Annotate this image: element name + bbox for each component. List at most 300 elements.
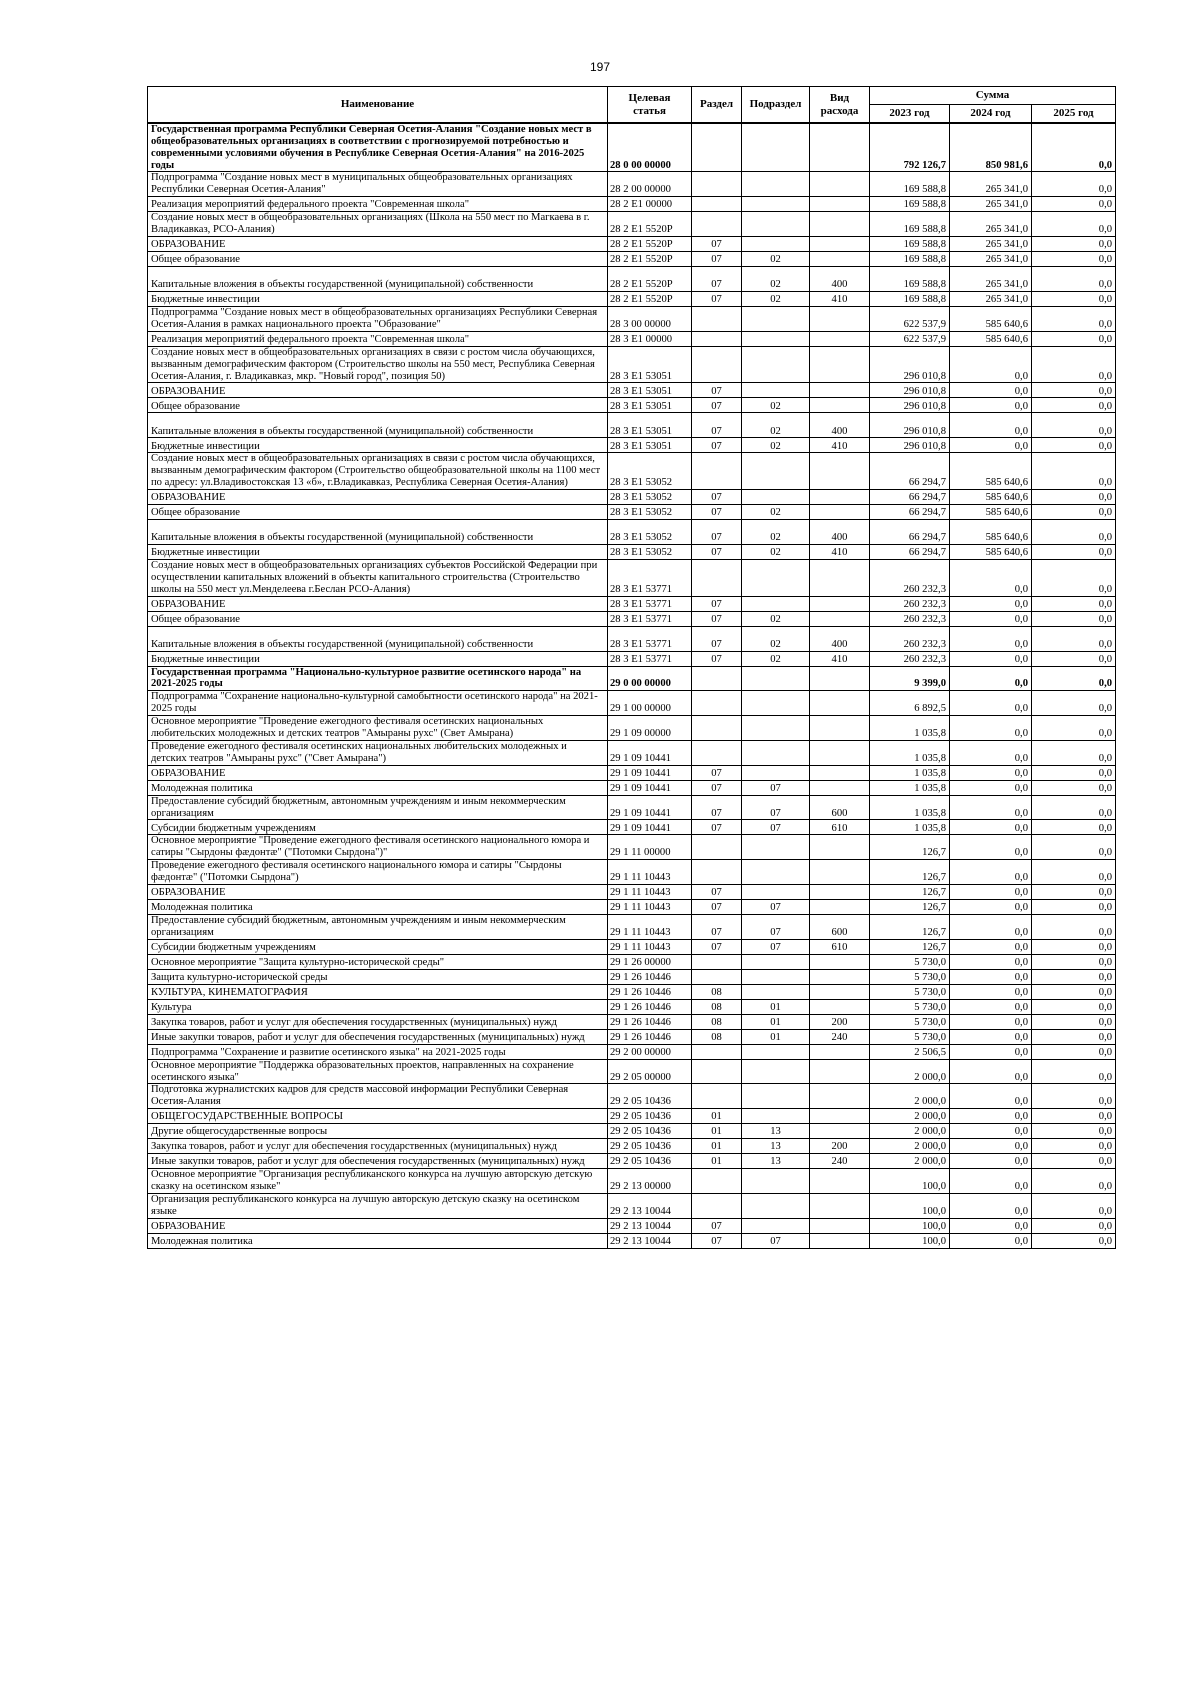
table-row [148, 860, 1116, 885]
cell-name: Бюджетные инвестиции [148, 545, 608, 560]
cell-target-code: 29 2 13 10044 [608, 1218, 692, 1233]
cell-sum-2024: 0,0 [950, 1109, 1032, 1124]
cell-subsection [742, 306, 810, 331]
cell-sum-2023: 2 000,0 [870, 1139, 950, 1154]
cell-sum-2023: 2 000,0 [870, 1084, 950, 1109]
cell-target-code: 29 2 05 10436 [608, 1109, 692, 1124]
table-row [148, 914, 1116, 939]
cell-name: Подготовка журналистских кадров для средств массовой информации Республики Северная Осетия-Алания [148, 1084, 608, 1109]
cell-target-code: 28 3 E1 53051 [608, 346, 692, 383]
cell-sum-2025: 0,0 [1032, 1124, 1116, 1139]
cell-sum-2023: 100,0 [870, 1193, 950, 1218]
cell-sum-2025: 0,0 [1032, 626, 1116, 651]
cell-sum-2025: 0,0 [1032, 716, 1116, 741]
table-row [148, 251, 1116, 266]
cell-section: 08 [692, 1029, 742, 1044]
cell-section [692, 453, 742, 490]
cell-sum-2024: 0,0 [950, 795, 1032, 820]
cell-section: 07 [692, 626, 742, 651]
cell-section [692, 123, 742, 172]
cell-sum-2024: 0,0 [950, 1193, 1032, 1218]
cell-subsection [742, 716, 810, 741]
cell-target-code: 28 3 E1 53051 [608, 438, 692, 453]
cell-expense-type: 410 [810, 545, 870, 560]
cell-section: 07 [692, 939, 742, 954]
cell-name: Проведение ежегодного фестиваля осетинского национального юмора и сатиры "Сырдоны фæдонтæ" ("Потомки Сырдона") [148, 860, 608, 885]
header-sum: Сумма [870, 87, 1116, 105]
cell-subsection [742, 835, 810, 860]
cell-expense-type [810, 383, 870, 398]
cell-sum-2024: 265 341,0 [950, 197, 1032, 212]
table-row [148, 596, 1116, 611]
cell-section: 07 [692, 266, 742, 291]
cell-sum-2025: 0,0 [1032, 453, 1116, 490]
cell-subsection: 13 [742, 1124, 810, 1139]
cell-sum-2024: 0,0 [950, 560, 1032, 597]
cell-subsection [742, 1218, 810, 1233]
cell-section [692, 1169, 742, 1194]
cell-sum-2025: 0,0 [1032, 413, 1116, 438]
cell-section [692, 969, 742, 984]
header-2023: 2023 год [870, 105, 950, 124]
cell-subsection: 07 [742, 820, 810, 835]
table-row [148, 490, 1116, 505]
cell-subsection [742, 1059, 810, 1084]
cell-sum-2023: 1 035,8 [870, 741, 950, 766]
cell-sum-2025: 0,0 [1032, 969, 1116, 984]
cell-sum-2025: 0,0 [1032, 954, 1116, 969]
cell-target-code: 28 3 E1 53771 [608, 611, 692, 626]
cell-section: 07 [692, 251, 742, 266]
cell-expense-type [810, 611, 870, 626]
cell-sum-2024: 0,0 [950, 741, 1032, 766]
cell-sum-2023: 260 232,3 [870, 611, 950, 626]
cell-section: 01 [692, 1139, 742, 1154]
cell-target-code: 28 3 E1 53771 [608, 596, 692, 611]
table-row [148, 1218, 1116, 1233]
cell-name: Молодежная политика [148, 1233, 608, 1248]
cell-name: ОБРАЗОВАНИЕ [148, 596, 608, 611]
cell-sum-2024: 0,0 [950, 398, 1032, 413]
table-row [148, 1029, 1116, 1044]
cell-subsection: 02 [742, 505, 810, 520]
cell-target-code: 28 3 E1 53051 [608, 398, 692, 413]
header-target: Целевая статья [608, 87, 692, 124]
cell-expense-type [810, 984, 870, 999]
cell-target-code: 28 3 E1 53052 [608, 545, 692, 560]
cell-target-code: 29 1 26 10446 [608, 969, 692, 984]
cell-section [692, 346, 742, 383]
table-row [148, 331, 1116, 346]
table-row [148, 291, 1116, 306]
cell-section: 07 [692, 820, 742, 835]
cell-sum-2025: 0,0 [1032, 1218, 1116, 1233]
cell-sum-2023: 5 730,0 [870, 999, 950, 1014]
cell-name: Создание новых мест в общеобразовательных организациях (Школа на 550 мест по Магкаева в г. Владикавказ, РСО-Алания) [148, 212, 608, 237]
cell-sum-2024: 0,0 [950, 438, 1032, 453]
cell-sum-2025: 0,0 [1032, 1029, 1116, 1044]
table-row [148, 899, 1116, 914]
cell-name: Предоставление субсидий бюджетным, автономным учреждениям и иным некоммерческим организациям [148, 914, 608, 939]
cell-sum-2025: 0,0 [1032, 1059, 1116, 1084]
cell-name: Молодежная политика [148, 899, 608, 914]
cell-sum-2023: 1 035,8 [870, 795, 950, 820]
cell-expense-type: 410 [810, 651, 870, 666]
cell-target-code: 29 2 13 10044 [608, 1193, 692, 1218]
cell-expense-type [810, 860, 870, 885]
cell-subsection: 02 [742, 520, 810, 545]
cell-sum-2023: 126,7 [870, 860, 950, 885]
cell-name: ОБРАЗОВАНИЕ [148, 884, 608, 899]
cell-sum-2025: 0,0 [1032, 1169, 1116, 1194]
cell-subsection [742, 346, 810, 383]
cell-name: ОБРАЗОВАНИЕ [148, 1218, 608, 1233]
cell-sum-2024: 0,0 [950, 899, 1032, 914]
cell-section [692, 1059, 742, 1084]
cell-name: Государственная программа "Национально-культурное развитие осетинского народа" на 2021-2025 годы [148, 666, 608, 691]
cell-sum-2023: 2 000,0 [870, 1059, 950, 1084]
cell-subsection [742, 197, 810, 212]
table-row [148, 398, 1116, 413]
cell-expense-type: 410 [810, 291, 870, 306]
cell-subsection [742, 212, 810, 237]
cell-name: Бюджетные инвестиции [148, 438, 608, 453]
cell-sum-2024: 585 640,6 [950, 306, 1032, 331]
cell-sum-2023: 169 588,8 [870, 212, 950, 237]
cell-sum-2023: 5 730,0 [870, 1029, 950, 1044]
cell-section [692, 197, 742, 212]
cell-target-code: 29 1 09 10441 [608, 765, 692, 780]
cell-target-code: 29 1 11 10443 [608, 899, 692, 914]
table-row [148, 954, 1116, 969]
cell-target-code: 28 2 E1 5520P [608, 236, 692, 251]
cell-expense-type: 410 [810, 438, 870, 453]
cell-sum-2025: 0,0 [1032, 611, 1116, 626]
cell-section [692, 1193, 742, 1218]
cell-expense-type [810, 884, 870, 899]
table-row [148, 123, 1116, 172]
cell-target-code: 28 2 E1 5520P [608, 266, 692, 291]
cell-expense-type [810, 1084, 870, 1109]
table-row [148, 453, 1116, 490]
table-row [148, 939, 1116, 954]
cell-sum-2024: 0,0 [950, 1154, 1032, 1169]
cell-sum-2024: 0,0 [950, 914, 1032, 939]
cell-sum-2023: 126,7 [870, 835, 950, 860]
table-row [148, 1154, 1116, 1169]
table-row [148, 1193, 1116, 1218]
cell-section: 07 [692, 490, 742, 505]
cell-target-code: 29 1 09 10441 [608, 741, 692, 766]
cell-target-code: 29 1 11 10443 [608, 860, 692, 885]
cell-target-code: 29 2 05 10436 [608, 1124, 692, 1139]
table-row [148, 691, 1116, 716]
cell-subsection [742, 172, 810, 197]
header-2025: 2025 год [1032, 105, 1116, 124]
cell-name: Реализация мероприятий федерального проекта "Современная школа" [148, 331, 608, 346]
cell-subsection [742, 984, 810, 999]
cell-section: 07 [692, 914, 742, 939]
cell-target-code: 28 3 E1 53052 [608, 490, 692, 505]
cell-sum-2025: 0,0 [1032, 1014, 1116, 1029]
cell-sum-2025: 0,0 [1032, 1193, 1116, 1218]
cell-section: 07 [692, 795, 742, 820]
cell-name: Молодежная политика [148, 780, 608, 795]
cell-name: Создание новых мест в общеобразовательных организациях в связи с ростом числа обучающихся, вызванным демографическим фактором (Строительство школы на 550 мест, Республика Северная Осетия-Алания, г. Владикавказ, мкр. "Новый город", позиция 50) [148, 346, 608, 383]
cell-section: 07 [692, 291, 742, 306]
table-row [148, 1124, 1116, 1139]
cell-name: ОБРАЗОВАНИЕ [148, 765, 608, 780]
cell-subsection [742, 1084, 810, 1109]
cell-sum-2023: 169 588,8 [870, 236, 950, 251]
cell-target-code: 29 2 05 10436 [608, 1139, 692, 1154]
cell-subsection: 02 [742, 611, 810, 626]
cell-sum-2024: 0,0 [950, 780, 1032, 795]
cell-section: 07 [692, 438, 742, 453]
cell-section: 08 [692, 999, 742, 1014]
cell-expense-type [810, 999, 870, 1014]
cell-target-code: 29 1 26 10446 [608, 999, 692, 1014]
table-row [148, 545, 1116, 560]
cell-name: КУЛЬТУРА, КИНЕМАТОГРАФИЯ [148, 984, 608, 999]
table-row [148, 795, 1116, 820]
cell-subsection: 07 [742, 899, 810, 914]
cell-section: 01 [692, 1124, 742, 1139]
cell-subsection [742, 383, 810, 398]
cell-sum-2025: 0,0 [1032, 383, 1116, 398]
cell-sum-2024: 0,0 [950, 626, 1032, 651]
cell-expense-type [810, 197, 870, 212]
cell-section [692, 331, 742, 346]
cell-expense-type [810, 251, 870, 266]
cell-section [692, 691, 742, 716]
cell-subsection: 07 [742, 795, 810, 820]
cell-expense-type [810, 331, 870, 346]
cell-sum-2025: 0,0 [1032, 984, 1116, 999]
cell-sum-2023: 622 537,9 [870, 331, 950, 346]
cell-sum-2024: 0,0 [950, 1059, 1032, 1084]
cell-target-code: 29 1 26 00000 [608, 954, 692, 969]
cell-expense-type [810, 212, 870, 237]
cell-target-code: 29 1 11 10443 [608, 884, 692, 899]
table-row [148, 520, 1116, 545]
cell-section: 07 [692, 596, 742, 611]
cell-sum-2025: 0,0 [1032, 596, 1116, 611]
cell-sum-2025: 0,0 [1032, 1109, 1116, 1124]
table-row [148, 1233, 1116, 1248]
cell-subsection: 07 [742, 780, 810, 795]
cell-section: 07 [692, 884, 742, 899]
cell-sum-2025: 0,0 [1032, 835, 1116, 860]
header-subsection: Подраздел [742, 87, 810, 124]
cell-name: Иные закупки товаров, работ и услуг для обеспечения государственных (муниципальных) нужд [148, 1029, 608, 1044]
cell-sum-2025: 0,0 [1032, 505, 1116, 520]
cell-sum-2024: 0,0 [950, 611, 1032, 626]
cell-target-code: 29 2 13 00000 [608, 1169, 692, 1194]
cell-section: 01 [692, 1109, 742, 1124]
cell-target-code: 29 2 05 00000 [608, 1059, 692, 1084]
cell-sum-2024: 265 341,0 [950, 251, 1032, 266]
cell-expense-type [810, 899, 870, 914]
table-row [148, 884, 1116, 899]
cell-name: Бюджетные инвестиции [148, 651, 608, 666]
cell-sum-2025: 0,0 [1032, 346, 1116, 383]
cell-name: ОБРАЗОВАНИЕ [148, 236, 608, 251]
cell-name: Подпрограмма "Сохранение и развитие осетинского языка" на 2021-2025 годы [148, 1044, 608, 1059]
cell-sum-2025: 0,0 [1032, 1154, 1116, 1169]
cell-name: Субсидии бюджетным учреждениям [148, 820, 608, 835]
cell-sum-2025: 0,0 [1032, 438, 1116, 453]
cell-name: Субсидии бюджетным учреждениям [148, 939, 608, 954]
cell-name: ОБРАЗОВАНИЕ [148, 383, 608, 398]
cell-sum-2023: 260 232,3 [870, 651, 950, 666]
cell-section [692, 172, 742, 197]
cell-expense-type: 400 [810, 266, 870, 291]
cell-subsection: 13 [742, 1154, 810, 1169]
cell-sum-2024: 0,0 [950, 1124, 1032, 1139]
cell-target-code: 29 1 09 10441 [608, 780, 692, 795]
cell-sum-2024: 850 981,6 [950, 123, 1032, 172]
cell-section: 07 [692, 765, 742, 780]
cell-sum-2023: 5 730,0 [870, 969, 950, 984]
cell-name: Общее образование [148, 398, 608, 413]
cell-subsection: 07 [742, 1233, 810, 1248]
cell-sum-2025: 0,0 [1032, 691, 1116, 716]
cell-name: Общее образование [148, 505, 608, 520]
header-section: Раздел [692, 87, 742, 124]
cell-name: Проведение ежегодного фестиваля осетинских национальных любительских молодежных и детских театров "Амыраны рухс" ("Свет Амырана") [148, 741, 608, 766]
cell-name: Иные закупки товаров, работ и услуг для обеспечения государственных (муниципальных) нужд [148, 1154, 608, 1169]
cell-sum-2024: 0,0 [950, 596, 1032, 611]
cell-sum-2023: 622 537,9 [870, 306, 950, 331]
cell-section [692, 716, 742, 741]
cell-sum-2023: 5 730,0 [870, 954, 950, 969]
page-number: 197 [589, 60, 611, 74]
cell-subsection: 02 [742, 413, 810, 438]
cell-sum-2023: 296 010,8 [870, 438, 950, 453]
cell-section: 07 [692, 780, 742, 795]
cell-sum-2023: 260 232,3 [870, 626, 950, 651]
cell-sum-2023: 66 294,7 [870, 505, 950, 520]
cell-sum-2025: 0,0 [1032, 884, 1116, 899]
cell-sum-2025: 0,0 [1032, 1233, 1116, 1248]
cell-subsection: 02 [742, 266, 810, 291]
cell-expense-type [810, 1109, 870, 1124]
cell-sum-2024: 0,0 [950, 1139, 1032, 1154]
cell-sum-2024: 0,0 [950, 716, 1032, 741]
cell-sum-2024: 0,0 [950, 651, 1032, 666]
cell-section [692, 954, 742, 969]
cell-sum-2025: 0,0 [1032, 795, 1116, 820]
cell-target-code: 28 3 E1 53052 [608, 453, 692, 490]
cell-sum-2024: 0,0 [950, 1014, 1032, 1029]
cell-name: Закупка товаров, работ и услуг для обеспечения государственных (муниципальных) нужд [148, 1014, 608, 1029]
cell-sum-2025: 0,0 [1032, 398, 1116, 413]
table-header [148, 87, 1116, 124]
cell-sum-2024: 265 341,0 [950, 291, 1032, 306]
table-row [148, 1139, 1116, 1154]
cell-subsection: 01 [742, 1014, 810, 1029]
cell-sum-2023: 169 588,8 [870, 197, 950, 212]
cell-section: 01 [692, 1154, 742, 1169]
cell-name: Подпрограмма "Создание новых мест в муниципальных общеобразовательных организациях Республики Северная Осетия-Алания" [148, 172, 608, 197]
cell-name: Организация республиканского конкурса на лучшую авторскую детскую сказку на осетинском языке [148, 1193, 608, 1218]
cell-sum-2023: 66 294,7 [870, 520, 950, 545]
cell-expense-type [810, 236, 870, 251]
cell-target-code: 29 0 00 00000 [608, 666, 692, 691]
cell-section [692, 666, 742, 691]
cell-section: 07 [692, 899, 742, 914]
cell-name: Культура [148, 999, 608, 1014]
cell-subsection: 02 [742, 651, 810, 666]
table-row [148, 780, 1116, 795]
cell-sum-2023: 2 000,0 [870, 1154, 950, 1169]
cell-subsection: 01 [742, 999, 810, 1014]
cell-section: 07 [692, 505, 742, 520]
cell-sum-2025: 0,0 [1032, 820, 1116, 835]
cell-subsection: 02 [742, 398, 810, 413]
cell-name: Закупка товаров, работ и услуг для обеспечения государственных (муниципальных) нужд [148, 1139, 608, 1154]
cell-target-code: 28 2 E1 5520P [608, 212, 692, 237]
cell-sum-2023: 169 588,8 [870, 172, 950, 197]
cell-sum-2024: 585 640,6 [950, 505, 1032, 520]
cell-section: 07 [692, 651, 742, 666]
cell-subsection: 02 [742, 545, 810, 560]
cell-sum-2024: 0,0 [950, 691, 1032, 716]
cell-expense-type [810, 716, 870, 741]
cell-expense-type: 600 [810, 795, 870, 820]
cell-sum-2025: 0,0 [1032, 999, 1116, 1014]
cell-sum-2024: 0,0 [950, 1084, 1032, 1109]
cell-expense-type [810, 969, 870, 984]
cell-sum-2025: 0,0 [1032, 251, 1116, 266]
cell-subsection: 07 [742, 939, 810, 954]
cell-section: 07 [692, 545, 742, 560]
cell-expense-type: 240 [810, 1154, 870, 1169]
cell-sum-2025: 0,0 [1032, 520, 1116, 545]
table-row [148, 236, 1116, 251]
table-row [148, 1109, 1116, 1124]
cell-name: Реализация мероприятий федерального проекта "Современная школа" [148, 197, 608, 212]
cell-sum-2023: 5 730,0 [870, 1014, 950, 1029]
cell-section: 07 [692, 520, 742, 545]
cell-subsection: 02 [742, 251, 810, 266]
cell-sum-2024: 585 640,6 [950, 453, 1032, 490]
cell-target-code: 29 1 26 10446 [608, 984, 692, 999]
cell-sum-2025: 0,0 [1032, 939, 1116, 954]
cell-target-code: 28 3 E1 53771 [608, 626, 692, 651]
cell-section [692, 835, 742, 860]
cell-subsection [742, 969, 810, 984]
cell-subsection [742, 691, 810, 716]
cell-expense-type [810, 666, 870, 691]
cell-sum-2023: 100,0 [870, 1169, 950, 1194]
cell-expense-type [810, 691, 870, 716]
cell-sum-2024: 0,0 [950, 954, 1032, 969]
cell-sum-2023: 66 294,7 [870, 490, 950, 505]
cell-sum-2023: 5 730,0 [870, 984, 950, 999]
cell-sum-2024: 265 341,0 [950, 266, 1032, 291]
table-row [148, 266, 1116, 291]
cell-name: Другие общегосударственные вопросы [148, 1124, 608, 1139]
cell-target-code: 28 2 E1 5520P [608, 291, 692, 306]
cell-target-code: 29 2 05 10436 [608, 1084, 692, 1109]
cell-sum-2023: 66 294,7 [870, 453, 950, 490]
cell-sum-2023: 6 892,5 [870, 691, 950, 716]
cell-subsection: 02 [742, 291, 810, 306]
cell-expense-type: 200 [810, 1014, 870, 1029]
cell-sum-2025: 0,0 [1032, 666, 1116, 691]
